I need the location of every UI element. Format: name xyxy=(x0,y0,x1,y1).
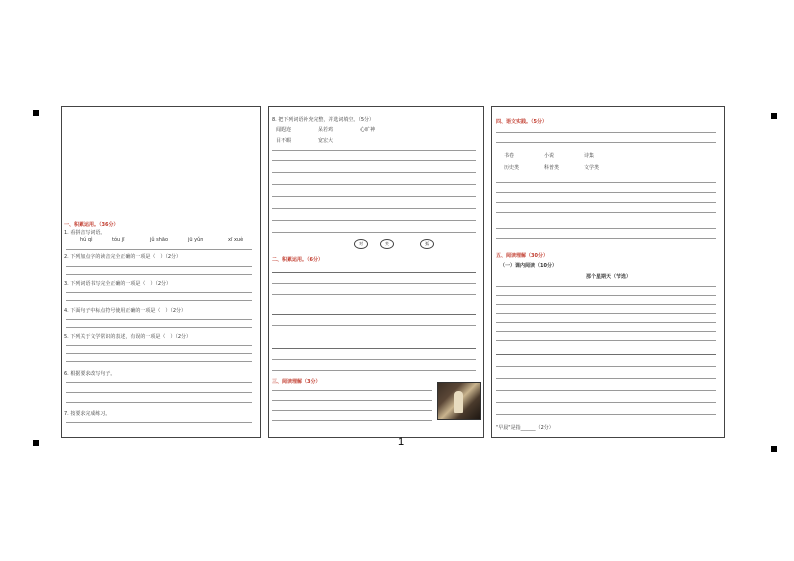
rule-line xyxy=(496,322,716,323)
rule-line xyxy=(272,359,476,360)
rule-line xyxy=(496,313,716,314)
pinyin-5: xī xuè xyxy=(228,237,244,243)
illustration-photo xyxy=(437,382,481,420)
rule-line xyxy=(272,314,476,315)
rule-line xyxy=(496,340,716,341)
rule-line xyxy=(272,184,476,185)
rule-line xyxy=(272,420,432,421)
rule-line xyxy=(66,266,252,267)
rule-line xyxy=(272,348,476,349)
pinyin-1: hú qì xyxy=(80,237,93,243)
q2-text: 2. 下列加点字的读音完全正确的一项是（ ）（2分） xyxy=(64,254,182,260)
rule-line xyxy=(272,370,476,371)
rule-line xyxy=(66,319,252,320)
passage-title: （一）课内阅读（10分） xyxy=(500,263,557,269)
rule-line xyxy=(272,410,432,411)
binder-mark-top-right xyxy=(771,113,777,119)
choice-oval-1[interactable]: 对 xyxy=(354,239,368,249)
section4-title: 四、语文实践。（5分） xyxy=(496,119,547,125)
section5-title: 五、阅读理解（30分） xyxy=(496,253,548,259)
rule-line xyxy=(496,182,716,183)
rule-line xyxy=(496,354,716,355)
rule-line xyxy=(272,196,476,197)
rule-line xyxy=(66,327,252,328)
rule-line xyxy=(496,402,716,403)
rule-line xyxy=(66,382,252,383)
q5-text: 5. 下列关于文学常识的表述，有误的一项是（ ）（2分） xyxy=(64,334,192,340)
rule-line xyxy=(496,331,716,332)
rule-line xyxy=(272,172,476,173)
last-question: "早晨"是指______（2分） xyxy=(496,425,554,431)
fill-word-1[interactable]: 闻遐迩 xyxy=(276,127,292,133)
page-number: 1 xyxy=(398,436,405,448)
rule-line xyxy=(66,353,252,354)
rule-line xyxy=(272,283,476,284)
rule-line xyxy=(66,422,252,423)
table-item-2: 小说 xyxy=(544,153,555,159)
column-3 xyxy=(491,106,725,438)
rule-line xyxy=(496,295,716,296)
rule-line xyxy=(496,142,716,143)
section1-title: 一、积累运用。（36分） xyxy=(64,222,119,228)
fill-word-3[interactable]: 心旷神 xyxy=(360,127,376,133)
rule-line xyxy=(496,286,716,287)
rule-line xyxy=(272,160,476,161)
answer-line[interactable] xyxy=(66,249,252,250)
rule-line xyxy=(272,208,476,209)
q1-text: 1. 看拼音写词语。 xyxy=(64,230,106,236)
rule-line xyxy=(66,361,252,362)
pinyin-3: jǔ shāo xyxy=(150,237,169,243)
rule-line xyxy=(496,304,716,305)
rule-line xyxy=(496,390,716,391)
rule-line xyxy=(66,292,252,293)
rule-line xyxy=(66,345,252,346)
choice-oval-2[interactable]: 夹 xyxy=(380,239,394,249)
pinyin-4: jū yǔn xyxy=(188,237,204,243)
column-1 xyxy=(61,106,261,438)
binder-mark-bottom-right xyxy=(771,446,777,452)
q7-text: 7. 按要求完成练习。 xyxy=(64,411,111,417)
illustration-figure xyxy=(454,391,463,413)
binder-mark-bottom-left xyxy=(33,440,39,446)
choice-oval-3[interactable]: 弧 xyxy=(420,239,434,249)
rule-line xyxy=(66,274,252,275)
table-item-3: 诗集 xyxy=(584,153,595,159)
rule-line xyxy=(272,220,476,221)
rule-line xyxy=(496,238,716,239)
rule-line xyxy=(272,390,432,391)
q3-text: 3. 下列词语书写完全正确的一项是（ ）（2分） xyxy=(64,281,172,287)
table-item-6: 文学类 xyxy=(584,165,600,171)
rule-line xyxy=(66,402,252,403)
rule-line xyxy=(66,300,252,301)
q4-text: 4. 下面句子中标点符号使用正确的一项是（ ）（2分） xyxy=(64,308,187,314)
rule-line xyxy=(272,272,476,273)
rule-line xyxy=(272,150,476,151)
rule-line xyxy=(496,212,716,213)
rule-line xyxy=(272,400,432,401)
passage-heading: 那个星期天（节选） xyxy=(586,274,632,280)
rule-line xyxy=(496,192,716,193)
rule-line xyxy=(496,366,716,367)
pinyin-2: tóu jī xyxy=(112,237,125,243)
table-item-1: 书卷 xyxy=(504,153,515,159)
binder-mark-top-left xyxy=(33,110,39,116)
rule-line xyxy=(496,378,716,379)
section2-title: 二、积累运用。（6分） xyxy=(272,257,323,263)
rule-line xyxy=(496,202,716,203)
rule-line xyxy=(496,132,716,133)
fill-word-2[interactable]: 呆若鸡 xyxy=(318,127,334,133)
rule-line xyxy=(272,232,476,233)
fill-word-4[interactable]: 目不暇 xyxy=(276,138,292,144)
rule-line xyxy=(272,325,476,326)
fill-word-5[interactable]: 宽宏大 xyxy=(318,138,334,144)
section3-title: 三、阅读理解（3分） xyxy=(272,379,321,385)
rule-line xyxy=(272,294,476,295)
rule-line xyxy=(66,392,252,393)
table-item-4: 历史类 xyxy=(504,165,520,171)
q6-text: 6. 根据要求改写句子。 xyxy=(64,371,116,377)
rule-line xyxy=(496,414,716,415)
table-item-5: 科普类 xyxy=(544,165,560,171)
q8-text: 8. 把下列词语补充完整，并选词填空。（5分） xyxy=(272,117,375,123)
rule-line xyxy=(496,228,716,229)
